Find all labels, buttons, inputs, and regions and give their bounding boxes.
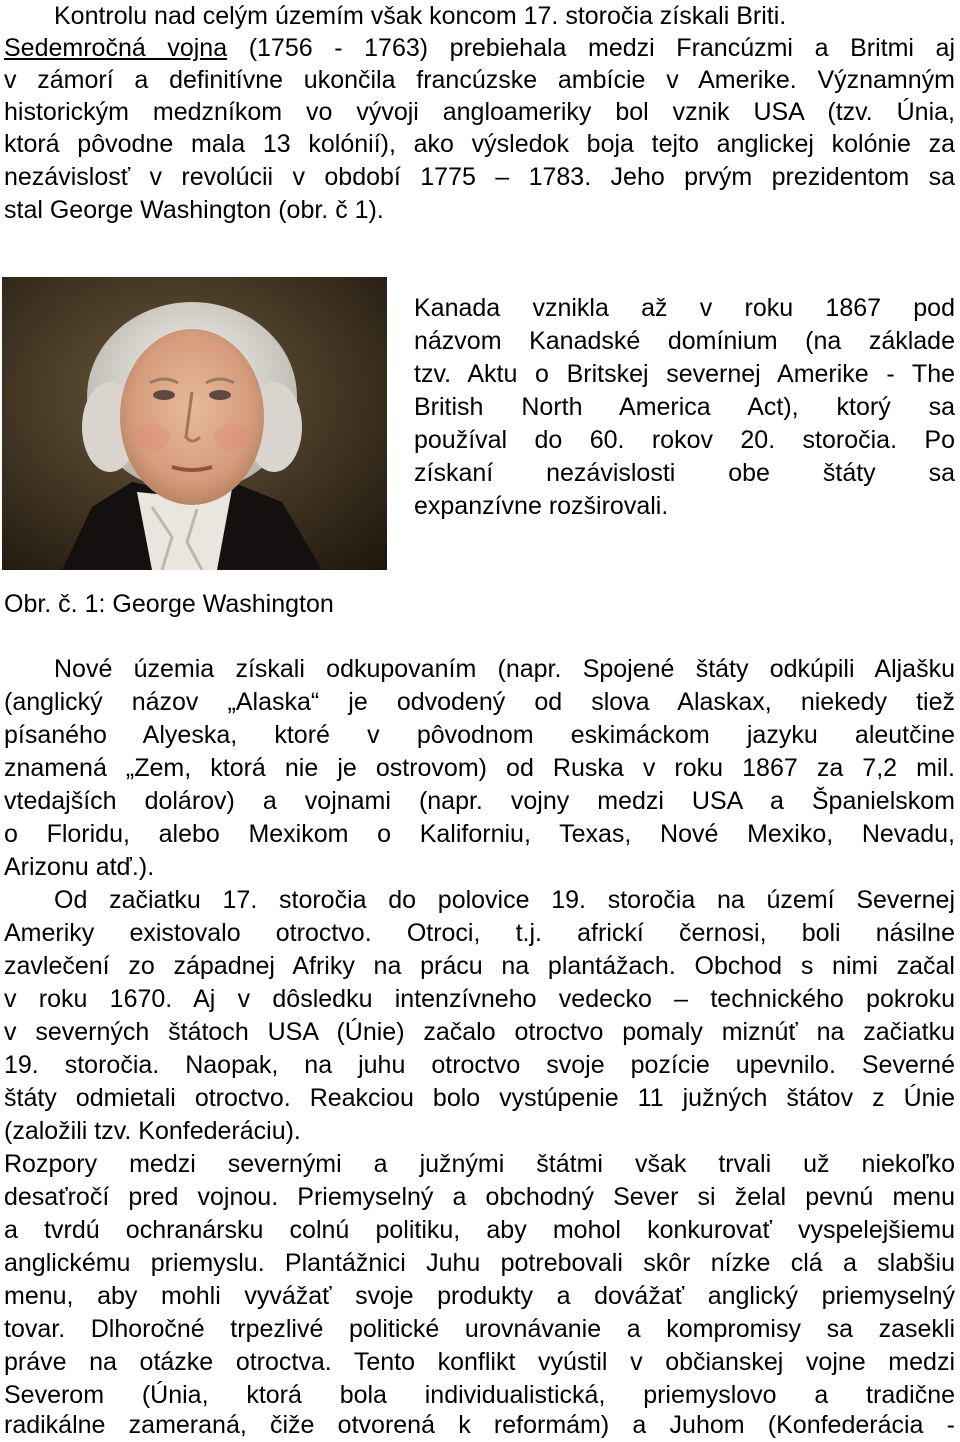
- paragraph2-line1: Nové územia získali odkupovaním (napr. Spojené štáty odkúpili Aljašku: [54, 655, 955, 683]
- seven-years-war-link[interactable]: Sedemročná vojna: [4, 34, 228, 62]
- paragraph2-line4: znamená „Zem, ktorá nie je ostrovom) od Ruska v roku 1867 za 7,2 mil.: [4, 754, 955, 782]
- paragraph3-line4: v roku 1670. Aj v dôsledku intenzívneho vedecko – technického pokroku: [4, 985, 955, 1013]
- side-text-line2: názvom Kanadské domínium (na základe: [414, 327, 955, 355]
- paragraph4-line5: menu, aby mohli vyvážať svoje produkty a dovážať anglický priemyselný: [4, 1282, 955, 1310]
- paragraph2-line6: o Floridu, alebo Mexikom o Kaliforniu, Texas, Nové Mexiko, Nevadu,: [4, 820, 955, 848]
- figure-caption: Obr. č. 1: George Washington: [4, 590, 334, 618]
- paragraph1-line2: [4, 32, 955, 65]
- side-text-line4: British North America Act), ktorý sa: [414, 393, 955, 421]
- george-washington-portrait: [2, 277, 387, 570]
- paragraph4-line2: desaťročí pred vojnou. Priemyselný a obchodný Sever si želal pevnú menu: [4, 1183, 955, 1211]
- side-text-line6: získaní nezávislosti obe štáty sa: [414, 459, 955, 487]
- paragraph1-line1: Kontrolu nad celým územím však koncom 17. storočia získali Briti.: [54, 2, 787, 30]
- paragraph4-line9: radikálne zameraná, čiže otvorená k reformám) a Juhom (Konfederácia -: [4, 1411, 955, 1439]
- paragraph2-line3: písaného Alyeska, ktoré v pôvodnom eskimáckom jazyku aleutčine: [4, 721, 955, 749]
- paragraph4-line7: práve na otázke otroctva. Tento konflikt vyústil v občianskej vojne medzi: [4, 1348, 955, 1376]
- paragraph3-line1: Od začiatku 17. storočia do polovice 19. storočia na území Severnej: [54, 886, 955, 914]
- paragraph1-line2-rest: (1756 - 1763) prebiehala medzi Francúzmi a Britmi aj: [227, 34, 955, 62]
- paragraph1-line3: v zámorí a definitívne ukončila francúzske ambície v Amerike. Významným: [4, 66, 955, 94]
- paragraph4-line6: tovar. Dlhoročné trpezlivé politické urovnávanie a kompromisy sa zasekli: [4, 1315, 955, 1343]
- paragraph1-line5: ktorá pôvodne mala 13 kolónií), ako výsledok boja tejto anglickej kolónie za: [4, 130, 955, 158]
- side-text-line7: expanzívne rozširovali.: [414, 492, 669, 520]
- side-text-line5: používal do 60. rokov 20. storočia. Po: [414, 426, 955, 454]
- paragraph4-line4: anglickému priemyslu. Plantážnici Juhu potrebovali skôr nízke clá a slabšiu: [4, 1249, 955, 1277]
- paragraph1-line7: stal George Washington (obr. č 1).: [4, 196, 384, 224]
- paragraph3-line3: zavlečení zo západnej Afriky na prácu na plantážach. Obchod s nimi začal: [4, 952, 955, 980]
- paragraph2-line5: vtedajších dolárov) a vojnami (napr. vojny medzi USA a Španielskom: [4, 787, 955, 815]
- side-text-line3: tzv. Aktu o Britskej severnej Amerike - The: [414, 360, 955, 388]
- paragraph3-line7: štáty odmietali otroctvo. Reakciou bolo vystúpenie 11 južných štátov z Únie: [4, 1084, 955, 1112]
- paragraph3-line8: (založili tzv. Konfederáciu).: [4, 1117, 301, 1145]
- paragraph3-line2: Ameriky existovalo otroctvo. Otroci, t.j. africkí černosi, boli násilne: [4, 919, 955, 947]
- paragraph4-line3: a tvrdú ochranársku colnú politiku, aby mohol konkurovať vyspelejšiemu: [4, 1216, 955, 1244]
- paragraph4-line8: Severom (Únia, ktorá bola individualistická, priemyslovo a tradične: [4, 1381, 955, 1409]
- paragraph3-line6: 19. storočia. Naopak, na juhu otroctvo svoje pozície upevnilo. Severné: [4, 1051, 955, 1079]
- side-text-line1: Kanada vznikla až v roku 1867 pod: [414, 294, 955, 322]
- paragraph3-line5: v severných štátoch USA (Únie) začalo otroctvo pomaly miznúť na začiatku: [4, 1018, 955, 1046]
- paragraph4-line1: Rozpory medzi severnými a južnými štátmi však trvali už niekoľko: [4, 1150, 955, 1178]
- paragraph1-line6: nezávislosť v revolúcii v období 1775 – 1783. Jeho prvým prezidentom sa: [4, 163, 955, 191]
- paragraph1-line4: historickým medzníkom vo vývoji angloameriky bol vznik USA (tzv. Únia,: [4, 98, 955, 126]
- paragraph2-line7: Arizonu atď.).: [4, 853, 155, 881]
- paragraph2-line2: (anglický názov „Alaska“ je odvodený od slova Alaskax, niekedy tiež: [4, 688, 955, 716]
